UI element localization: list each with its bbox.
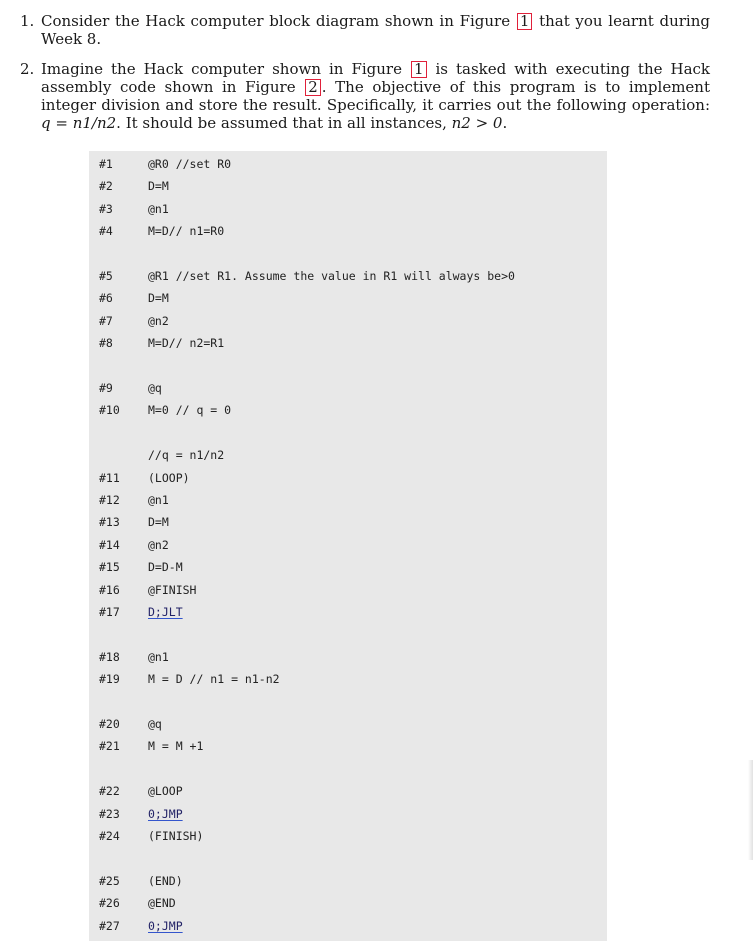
line-number: #8 <box>99 336 113 351</box>
line-number: #5 <box>99 269 113 283</box>
code-text: D=D-M <box>148 560 183 575</box>
line-number: #21 <box>99 739 120 754</box>
text-run: that you learnt during Week 8. <box>41 12 710 48</box>
code-text: @n1 <box>148 201 169 216</box>
question-text <box>41 60 710 132</box>
code-text: 0;JMP <box>148 918 183 933</box>
code-text: @n2 <box>148 313 169 328</box>
line-number: #11 <box>99 470 120 485</box>
code-text: (END) <box>148 873 183 888</box>
code-text: //q = n1/n2 <box>148 448 225 463</box>
line-number: #22 <box>99 784 120 799</box>
line-number: #16 <box>99 582 120 597</box>
code-text: D=M <box>148 179 169 194</box>
line-number: #12 <box>99 493 120 507</box>
line-number: #23 <box>99 806 120 821</box>
code-text: @END <box>148 896 176 911</box>
code-text: @R1 //set R1. Assume the value in R1 will always be>0 <box>148 269 515 283</box>
line-number: #13 <box>99 515 120 530</box>
line-number: #25 <box>99 873 120 888</box>
figure-reference: 2 <box>305 79 321 96</box>
line-number: #4 <box>99 224 113 239</box>
line-number: #1 <box>99 157 113 171</box>
code-text: M = D // n1 = n1-n2 <box>148 672 280 687</box>
question-number: 2. <box>20 60 35 78</box>
text-run: Imagine the Hack computer shown in Figure <box>41 60 410 78</box>
code-text: @FINISH <box>148 582 197 597</box>
code-text: D=M <box>148 291 169 306</box>
code-text: @n1 <box>148 493 169 507</box>
code-text: (FINISH) <box>148 829 204 843</box>
line-number: #6 <box>99 291 113 306</box>
line-number: #10 <box>99 403 120 418</box>
question-number: 1. <box>20 12 35 30</box>
code-text: 0;JMP <box>148 806 183 821</box>
line-number: #18 <box>99 649 120 664</box>
line-number: #2 <box>99 179 113 194</box>
figure-reference: 1 <box>411 61 427 78</box>
line-number: #24 <box>99 829 120 843</box>
code-text: @n2 <box>148 537 169 552</box>
line-number: #9 <box>99 381 113 395</box>
math-expression: n2 > 0 <box>451 114 503 132</box>
line-number: #17 <box>99 605 120 619</box>
text-run: is tasked with executing the Hack assembly code shown in Figure <box>41 60 711 96</box>
code-text: M=0 // q = 0 <box>148 403 232 418</box>
text-run: . It should be assumed that in all instances, <box>116 114 452 132</box>
question-2 <box>20 60 710 132</box>
code-text: (LOOP) <box>148 470 190 485</box>
question-text <box>41 12 710 48</box>
code-text: @q <box>148 381 162 395</box>
line-number: #19 <box>99 672 120 687</box>
line-number: #14 <box>99 537 120 552</box>
code-text: M = M +1 <box>148 739 204 754</box>
math-expression: q = n1/n2 <box>41 114 117 132</box>
line-number: #7 <box>99 313 113 328</box>
question-1 <box>20 12 710 48</box>
figure-reference: 1 <box>517 13 533 30</box>
code-text: M=D// n1=R0 <box>148 224 225 239</box>
code-text: D=M <box>148 515 169 530</box>
text-run: . The objective of this program is to implement integer division and store the result. Specifically, it carries out the following operation: <box>41 78 710 114</box>
code-text: D;JLT <box>148 605 183 619</box>
code-text: M=D// n2=R1 <box>148 336 225 351</box>
text-run: . <box>502 114 508 132</box>
line-number: #26 <box>99 896 120 911</box>
line-number: #15 <box>99 560 120 575</box>
code-text: @q <box>148 717 162 731</box>
line-number: #27 <box>99 918 120 933</box>
code-listing <box>89 151 607 941</box>
code-text: @R0 //set R0 <box>148 157 232 171</box>
text-run: Consider the Hack computer block diagram shown in Figure <box>41 12 516 30</box>
scroll-edge-shadow <box>748 760 753 860</box>
code-text: @LOOP <box>148 784 183 799</box>
line-number: #20 <box>99 717 120 731</box>
line-number: #3 <box>99 201 113 216</box>
code-text: @n1 <box>148 649 169 664</box>
